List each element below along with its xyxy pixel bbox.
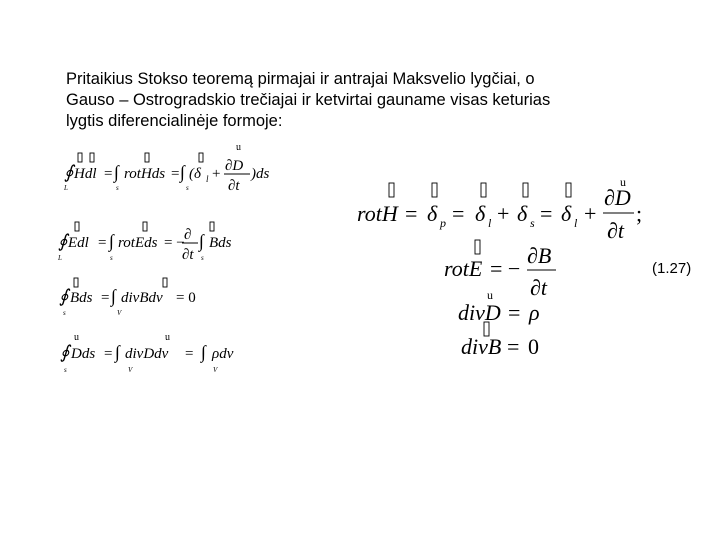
delta-term: δ	[517, 201, 528, 226]
equals-sign: =	[98, 235, 107, 251]
lower-limit: V	[213, 366, 218, 374]
lower-limit: s	[116, 184, 119, 192]
integral-sign: ∫	[201, 342, 206, 362]
missing-glyph-box	[145, 153, 149, 162]
missing-glyph-box	[74, 278, 78, 287]
equals-sign: =	[101, 290, 110, 306]
lhs-term: rotH	[357, 201, 398, 226]
tail-term: )ds	[251, 166, 270, 182]
missing-glyph-box	[566, 183, 571, 197]
delta-term: (δ	[189, 166, 201, 182]
vector-mark: u	[236, 142, 241, 153]
lhs-term: rotE	[444, 256, 483, 281]
fraction-numerator: ∂D	[604, 185, 631, 210]
vector-mark: u	[74, 332, 79, 343]
intro-line-1: Pritaikius Stokso teoremą pirmajai ir antrajai Maksvelio lygčiai, o	[66, 70, 535, 88]
integral-sign: ∫	[199, 231, 204, 251]
missing-glyph-box	[143, 222, 147, 231]
fraction-numerator: ∂B	[527, 243, 552, 268]
missing-glyph-box	[389, 183, 394, 197]
middle-term: rotEds	[118, 235, 158, 251]
lower-limit: V	[117, 309, 122, 317]
lower-limit: L	[58, 254, 62, 262]
plus-sign: +	[497, 201, 510, 226]
lower-limit: s	[110, 254, 113, 262]
fraction-denominator: ∂t	[228, 178, 240, 194]
contour-integral-sign: ∮	[64, 162, 74, 182]
fraction-denominator: ∂t	[182, 247, 194, 263]
differential-equation-divD	[458, 288, 540, 325]
equation-number: (1.27)	[652, 260, 692, 277]
integral-sign: ∫	[111, 286, 116, 306]
equals-sign: =	[104, 166, 113, 182]
missing-glyph-box	[432, 183, 437, 197]
missing-glyph-box	[75, 222, 79, 231]
integral-sign: ∫	[109, 231, 114, 251]
vector-mark: u	[165, 332, 170, 343]
rhs-term: 0	[528, 334, 539, 359]
missing-glyph-box	[163, 278, 167, 287]
plus-sign: +	[212, 166, 221, 182]
contour-integral-sign: ∮	[58, 231, 68, 251]
integral-sign: ∫	[115, 342, 120, 362]
contour-integral-sign: ∮	[59, 286, 69, 306]
integral-equation-1	[63, 142, 269, 194]
lower-limit: s	[63, 309, 66, 317]
delta-term: δ	[475, 201, 486, 226]
middle-term: divBdv	[121, 290, 163, 306]
missing-glyph-box	[210, 222, 214, 231]
equals-sign: =	[185, 346, 194, 362]
equals-sign: =	[507, 334, 520, 359]
lower-limit: V	[128, 366, 133, 374]
fraction-denominator: ∂t	[530, 275, 547, 300]
lhs-term: divD	[458, 300, 501, 325]
equals-zero: = 0	[176, 290, 196, 306]
delta-term: δ	[561, 201, 572, 226]
differential-equation-rotE	[444, 240, 556, 300]
equals-minus: = −	[490, 256, 521, 281]
tail-term: ρdv	[212, 346, 234, 362]
vector-mark: u	[487, 288, 493, 302]
subscript: s	[530, 216, 535, 230]
fraction-numerator: ∂D	[225, 158, 244, 174]
subscript: l	[574, 216, 578, 230]
integral-equation-3	[59, 278, 196, 317]
subscript: l	[488, 216, 492, 230]
lhs-term: Bds	[70, 290, 93, 306]
lower-limit: s	[64, 366, 67, 374]
equals-sign: =	[508, 300, 521, 325]
integral-sign: ∫	[114, 162, 119, 182]
differential-equation-rotH	[357, 175, 642, 243]
missing-glyph-box	[78, 153, 82, 162]
missing-glyph-box	[90, 153, 94, 162]
equals-sign: =	[405, 201, 418, 226]
intro-line-3: lygtis diferencialinėje formoje:	[66, 112, 283, 130]
middle-term: rotHds	[124, 166, 166, 182]
equals-sign: =	[452, 201, 465, 226]
fraction-numerator: ∂	[184, 227, 192, 243]
missing-glyph-box	[481, 183, 486, 197]
lhs-term: Edl	[68, 235, 89, 251]
missing-glyph-box	[475, 240, 480, 254]
subscript: l	[206, 174, 209, 184]
lhs-term: Dds	[71, 346, 96, 362]
equals-sign: =	[104, 346, 113, 362]
lower-limit: s	[186, 184, 189, 192]
rhs-term: ρ	[529, 300, 540, 325]
missing-glyph-box	[199, 153, 203, 162]
subscript: p	[440, 216, 446, 230]
lhs-term: divB	[461, 334, 502, 359]
equals-minus: = −	[164, 235, 185, 251]
middle-term: divDdv	[125, 346, 169, 362]
semicolon: ;	[636, 201, 643, 226]
integral-equation-4	[60, 332, 234, 374]
equals-sign: =	[171, 166, 180, 182]
fraction-denominator: ∂t	[607, 218, 624, 243]
tail-term: Bds	[209, 235, 232, 251]
contour-integral-sign: ∮	[60, 342, 70, 362]
lower-limit: s	[201, 254, 204, 262]
vector-mark: u	[620, 175, 626, 189]
plus-sign: +	[584, 201, 597, 226]
integral-sign: ∫	[180, 162, 185, 182]
intro-line-2: Gauso – Ostrogradskio trečiajai ir ketvirtai gauname visas keturias	[66, 91, 551, 109]
delta-term: δ	[427, 201, 438, 226]
missing-glyph-box	[523, 183, 528, 197]
lower-limit: L	[64, 184, 68, 192]
lhs-term: Hdl	[74, 166, 97, 182]
differential-equation-divB	[461, 322, 539, 359]
integral-equation-2	[57, 222, 232, 263]
equals-sign: =	[540, 201, 553, 226]
